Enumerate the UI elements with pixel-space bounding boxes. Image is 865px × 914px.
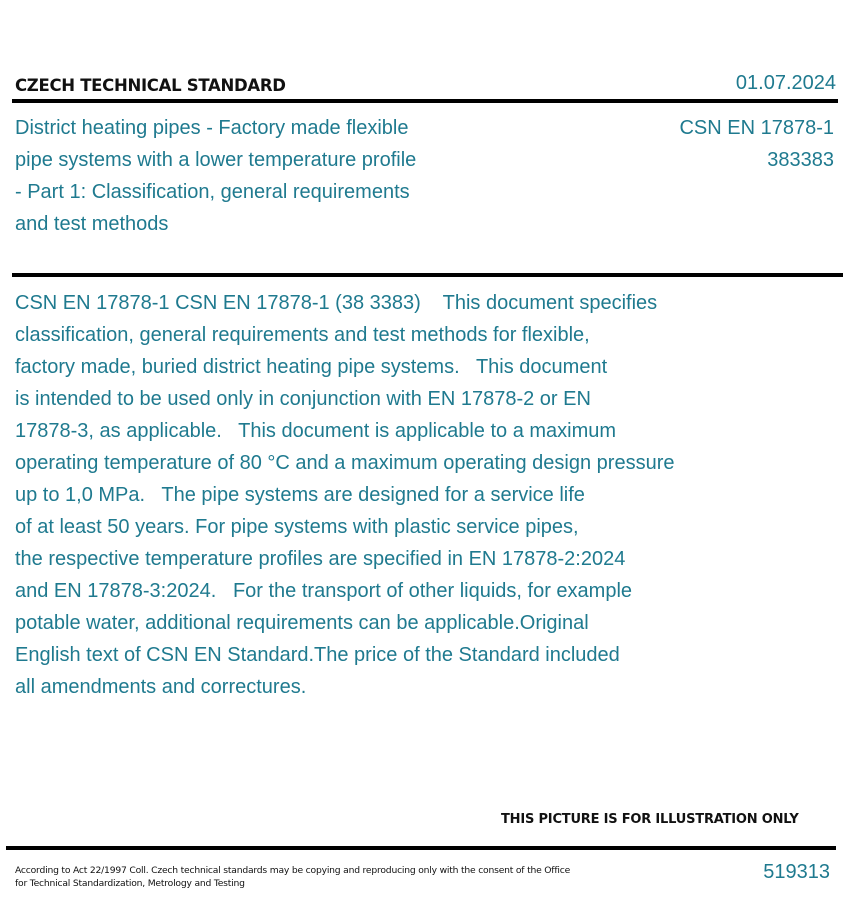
document-title-line: and test methods <box>15 213 169 235</box>
abstract-line: potable water, additional requirements can be applicable.Original <box>15 612 589 634</box>
legal-notice-line: for Technical Standardization, Metrology and Testing <box>15 878 245 889</box>
abstract-line: operating temperature of 80 °C and a maximum operating design pressure <box>15 452 675 474</box>
legal-notice <box>15 864 595 890</box>
illustration-disclaimer: THIS PICTURE IS FOR ILLUSTRATION ONLY <box>501 812 799 827</box>
abstract-line: CSN EN 17878-1 CSN EN 17878-1 (38 3383) This document specifies <box>15 292 658 314</box>
classification-code: 383383 <box>767 149 834 171</box>
publication-date: 01.07.2024 <box>735 72 836 94</box>
header-divider <box>12 99 838 103</box>
document-identifiers <box>679 112 834 176</box>
abstract-line: all amendments and correctures. <box>15 676 307 698</box>
abstract-line: the respective temperature profiles are specified in EN 17878-2:2024 <box>15 548 626 570</box>
abstract-line: and EN 17878-3:2024. For the transport of other liquids, for example <box>15 580 633 602</box>
catalog-code: 519313 <box>763 861 830 883</box>
abstract-line: 17878-3, as applicable. This document is applicable to a maximum <box>15 420 617 442</box>
legal-notice-line: According to Act 22/1997 Coll. Czech technical standards may be copying and reproducing only with the consent of the Office <box>15 865 571 876</box>
abstract-line: English text of CSN EN Standard.The price of the Standard included <box>15 644 620 666</box>
abstract-line: factory made, buried district heating pipe systems. This document <box>15 356 608 378</box>
standard-number: CSN EN 17878-1 <box>679 117 834 139</box>
document-title-line: pipe systems with a lower temperature profile <box>15 149 417 171</box>
abstract-text <box>15 287 730 703</box>
abstract-line: is intended to be used only in conjunction with EN 17878-2 or EN <box>15 388 591 410</box>
document-title <box>15 112 465 240</box>
title-divider <box>12 273 843 277</box>
abstract-line: up to 1,0 MPa. The pipe systems are designed for a service life <box>15 484 585 506</box>
abstract-line: classification, general requirements and test methods for flexible, <box>15 324 590 346</box>
standard-category-title: CZECH TECHNICAL STANDARD <box>15 76 286 95</box>
abstract-line: of at least 50 years. For pipe systems with plastic service pipes, <box>15 516 579 538</box>
document-title-line: District heating pipes - Factory made flexible <box>15 117 409 139</box>
document-title-line: - Part 1: Classification, general requirements <box>15 181 410 203</box>
footer-divider <box>6 846 836 850</box>
